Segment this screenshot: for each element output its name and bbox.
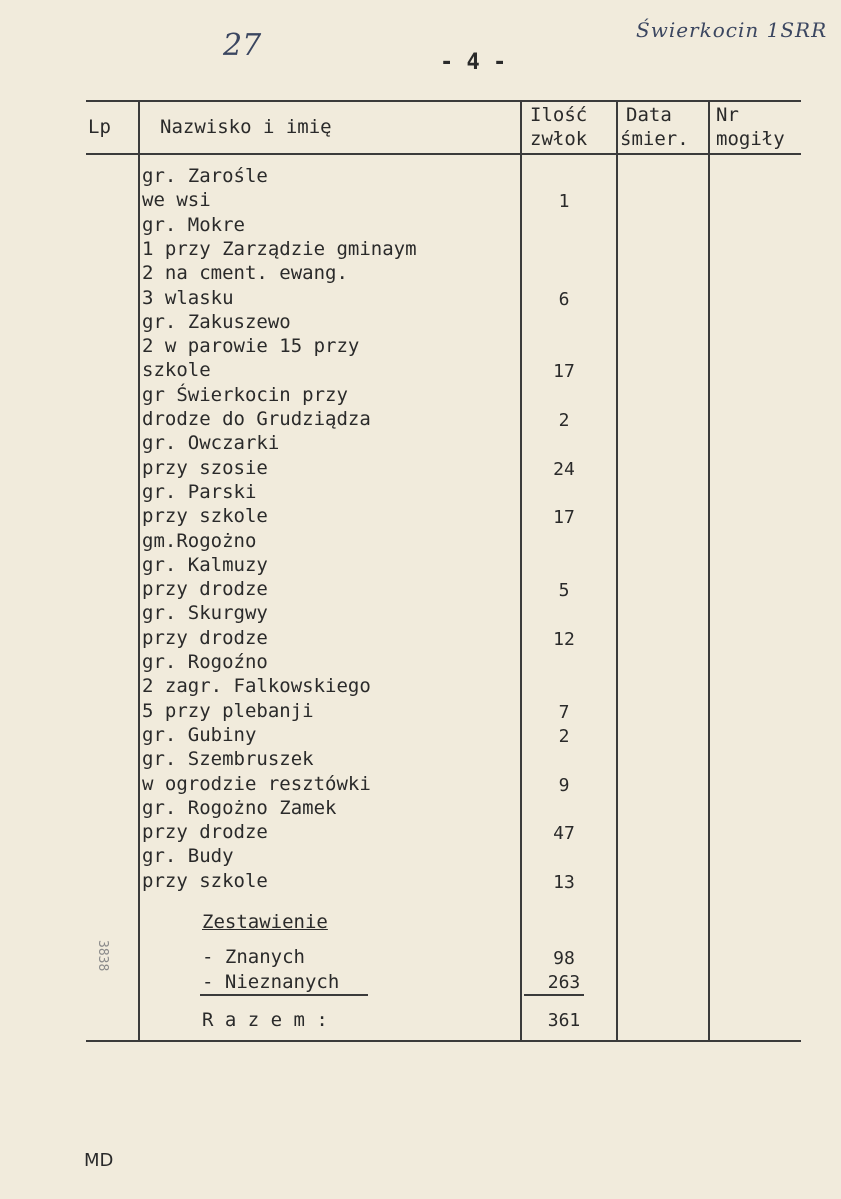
handwritten-page-number: 27 xyxy=(223,28,262,63)
table-row-text: 5 przy plebanji xyxy=(142,699,314,722)
header-count-line2: zwłok xyxy=(530,128,588,150)
summary-unknown-label: - Nieznanych xyxy=(202,971,340,993)
col-divider-count xyxy=(616,100,618,1042)
table-row-text: szkole xyxy=(142,359,211,382)
summary-known-label: - Znanych xyxy=(202,946,305,968)
table-row-text: przy drodze xyxy=(142,821,268,844)
header-date-line2: śmier. xyxy=(620,128,689,150)
table-row-text: 2 zagr. Falkowskiego xyxy=(142,675,371,698)
table-row-count: 5 xyxy=(558,580,570,602)
header-name: Nazwisko i imię xyxy=(160,116,332,138)
summary-title: Zestawienie xyxy=(202,911,328,933)
table-top-border xyxy=(86,100,801,102)
table-row-count: 2 xyxy=(558,410,570,431)
table-row-text: 1 przy Zarządzie gminaym xyxy=(142,237,417,260)
table-row-text: przy szosie xyxy=(142,456,268,479)
table-row-text: przy drodze xyxy=(142,578,268,601)
table-row-text: gr. Zarośle xyxy=(142,165,268,187)
table-row-text: przy drodze xyxy=(142,626,268,649)
table-row-text: gr. Parski xyxy=(142,480,257,503)
table-row-count: 6 xyxy=(558,288,570,310)
table-row-text: gr Świerkocin przy xyxy=(142,383,348,406)
table-row-text: gr. Gubiny xyxy=(142,723,257,746)
table-row-text: drodze do Grudziądza xyxy=(142,408,371,430)
table-row-count: 24 xyxy=(553,458,575,480)
table-row-count: 7 xyxy=(558,701,570,723)
table-row-count: 47 xyxy=(553,823,575,845)
table-bottom-border xyxy=(86,1040,801,1042)
table-row-text: przy szkole xyxy=(142,869,268,892)
handwritten-place-note: Świerkocin 1SRR xyxy=(636,18,828,42)
header-bottom-border xyxy=(86,153,801,155)
table-row-text: przy szkole xyxy=(142,505,268,528)
table-row-count: 12 xyxy=(553,628,575,650)
table-row-text: gr. Rogożno Zamek xyxy=(142,796,337,819)
col-divider-date xyxy=(708,100,710,1042)
header-lp: Lp xyxy=(88,116,111,138)
table-row-count: 17 xyxy=(553,507,575,529)
archive-stamp: 3838 xyxy=(95,940,110,972)
col-divider-name xyxy=(520,100,522,1042)
summary-total-label: R a z e m : xyxy=(202,1009,328,1031)
summary-underline-label xyxy=(200,994,368,996)
table-row-text: gr. Rogoźno xyxy=(142,651,268,673)
summary-total-value: 361 xyxy=(547,1010,581,1031)
summary-unknown-value: 263 xyxy=(547,972,581,993)
header-grave-line2: mogiły xyxy=(716,128,785,150)
table-row-text: gr. Zakuszewo xyxy=(142,310,291,333)
table-row-text: we wsi xyxy=(142,189,211,212)
table-row-count: 1 xyxy=(558,191,570,213)
table-row-count: 9 xyxy=(558,774,570,796)
table-row-text: 2 na cment. ewang. xyxy=(142,262,348,285)
table-row-text: gm.Rogożno xyxy=(142,529,257,552)
table-row-text: w ogrodzie resztówki xyxy=(142,772,371,795)
footer-initials: MD xyxy=(84,1150,114,1171)
header-date-line1: Data xyxy=(626,104,672,126)
table-row-text: 3 wlasku xyxy=(142,286,234,309)
table-row-text: gr. Kalmuzy xyxy=(142,553,268,576)
table-row-text: gr. Budy xyxy=(142,845,234,868)
summary-underline-value xyxy=(524,994,584,996)
header-grave-line1: Nr xyxy=(716,104,739,126)
table-row-count: 17 xyxy=(553,361,575,383)
table-row-text: gr. Mokre xyxy=(142,213,245,236)
table-row-text: 2 w parowie 15 przy xyxy=(142,335,360,358)
table-row-count: 2 xyxy=(558,725,570,747)
table-row-text: gr. Szembruszek xyxy=(142,748,314,771)
page-marker: - 4 - xyxy=(440,50,507,75)
table-row-text: gr. Owczarki xyxy=(142,432,280,455)
table-row-text: gr. Skurgwy xyxy=(142,602,268,625)
table-row-count: 13 xyxy=(553,871,575,893)
col-divider-lp xyxy=(138,100,140,1042)
summary-known-value: 98 xyxy=(553,948,575,969)
header-count-line1: Ilość xyxy=(530,104,588,126)
